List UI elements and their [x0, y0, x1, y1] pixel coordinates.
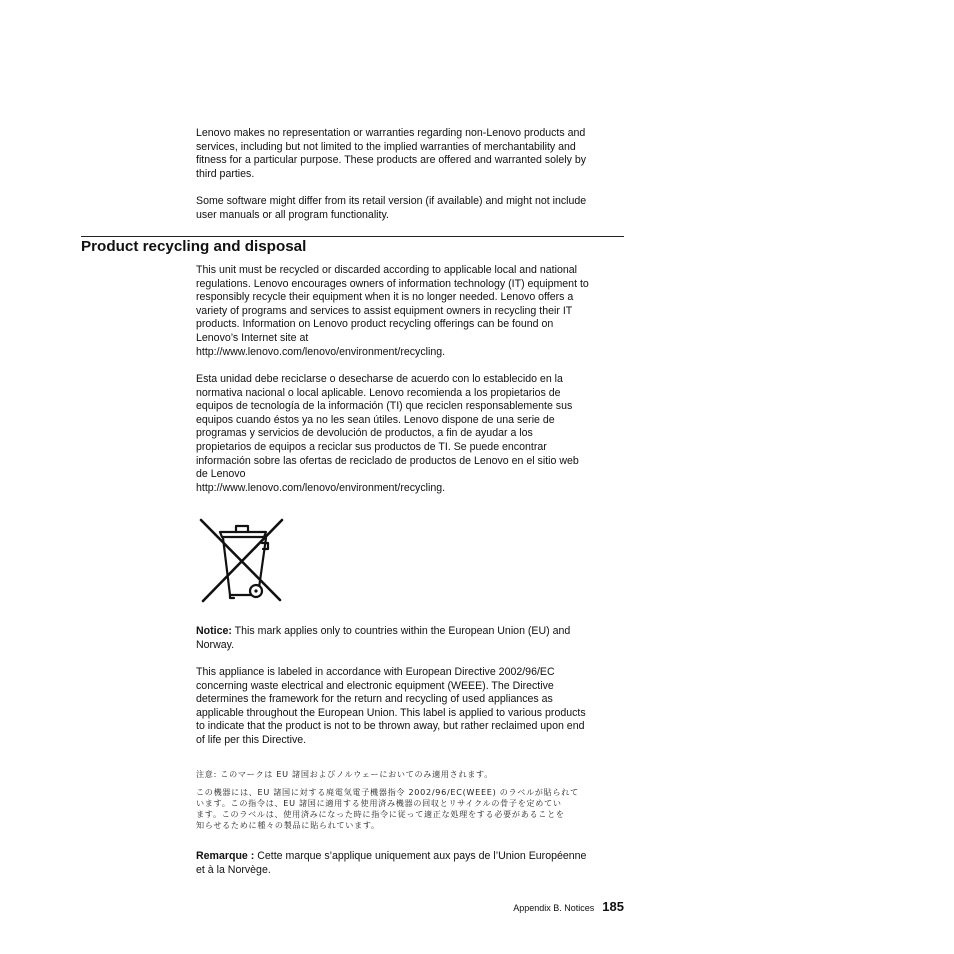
text-line: et à la Norvège. [196, 863, 271, 876]
text-line: This appliance is labeled in accordance with European Directive 2002/96/EC [196, 666, 555, 678]
recycling-paragraph-es [196, 373, 626, 495]
recycling-paragraph-en [196, 264, 626, 359]
text-line: propietarios de equipos a reciclar sus productos de TI. Se puede encontrar [196, 440, 547, 453]
text-line: services, including but not limited to the implied warranties of merchantability and [196, 140, 576, 153]
text-line: Lenovo makes no representation or warranties regarding non-Lenovo products and [196, 127, 586, 139]
text-line: to indicate that the product is not to be thrown away, but rather reclaimed upon end [196, 720, 585, 733]
page-footer [513, 899, 624, 916]
remarque-paragraph [196, 850, 626, 877]
text-line: de Lenovo [196, 468, 246, 481]
remarque-label: Remarque : [196, 850, 255, 862]
intro-paragraph-2 [196, 195, 626, 222]
text-line: Esta unidad debe reciclarse o desecharse de acuerdo con lo establecido en la [196, 373, 563, 385]
text-line: います。この指令は、EU 諸国に適用する使用済み機器の回収とリサイクルの骨子を定めてい [196, 798, 562, 808]
notice-line [196, 625, 626, 639]
text-line: variety of programs and services to assist equipment owners in recycling their IT [196, 304, 573, 317]
text-line: third parties. [196, 167, 255, 180]
text-line: equipos de tecnología de la información (TI) que reciclen responsablemente sus [196, 400, 573, 413]
text-line: applicable throughout the European Union. This label is applied to various products [196, 706, 586, 719]
page-number: 185 [602, 899, 624, 914]
remarque-text: Cette marque s’applique uniquement aux pays de l’Union Européenne [254, 850, 587, 862]
japanese-paragraph [196, 787, 628, 831]
footer-section-title: Appendix B. Notices [513, 903, 595, 913]
section-title: Product recycling and disposal [81, 238, 307, 255]
text-line: normativa nacional o local aplicable. Lenovo recomienda a los propietarios de [196, 386, 561, 399]
text-line: programas y servicios de devolución de productos, a fin de ayudar a los [196, 427, 533, 440]
text-line: Lenovo’s Internet site at [196, 331, 309, 344]
japanese-notice [196, 769, 628, 780]
text-line: ます。このラベルは、使用済みになった時に指令に従って適正な処理をする必要があることを [196, 809, 565, 819]
recycling-url[interactable]: http://www.lenovo.com/lenovo/environment/recycling. [196, 481, 446, 494]
notice-label: Notice: [196, 625, 232, 637]
weee-paragraph [196, 666, 626, 748]
text-line: of life per this Directive. [196, 733, 307, 746]
text-line: products. Information on Lenovo product recycling offerings can be found on [196, 318, 554, 331]
text-line: fitness for a particular purpose. These products are offered and warranted solely by [196, 154, 587, 167]
text-line: This unit must be recycled or discarded according to applicable local and national [196, 264, 578, 276]
text-line: この機器には、EU 諸国に対する廃電気電子機器指令 2002/96/EC(WEEE) のラベルが貼られて [196, 787, 579, 797]
text-line: equipos cuando éstos ya no les sean útiles. Lenovo dispone de una serie de [196, 413, 555, 426]
intro-paragraph-1 [196, 127, 626, 181]
text-line: 知らせるために種々の製品に貼られています。 [196, 820, 380, 830]
text-line: user manuals or all program functionality. [196, 208, 389, 221]
text-line: regulations. Lenovo encourages owners of information technology (IT) equipment to [196, 277, 589, 290]
text-line: información sobre las ofertas de reciclado de productos de Lenovo en el sitio web [196, 454, 579, 467]
notice-text: This mark applies only to countries within the European Union (EU) and [231, 625, 571, 637]
crossed-out-wheelie-bin-icon [196, 516, 286, 604]
text-line: concerning waste electrical and electronic equipment (WEEE). The Directive [196, 679, 554, 692]
remarque-line [196, 850, 626, 864]
text-line: determines the framework for the return and recycling of used appliances as [196, 693, 553, 706]
text-line: Some software might differ from its retail version (if available) and might not include [196, 195, 587, 207]
text-line: 注意: このマークは EU 諸国およびノルウェーにおいてのみ適用されます。 [196, 769, 493, 779]
text-line: responsibly recycle their equipment when it is no longer needed. Lenovo offers a [196, 291, 574, 304]
recycling-url[interactable]: http://www.lenovo.com/lenovo/environment/recycling. [196, 345, 446, 358]
text-line: Norway. [196, 638, 235, 651]
notice-paragraph [196, 625, 626, 652]
